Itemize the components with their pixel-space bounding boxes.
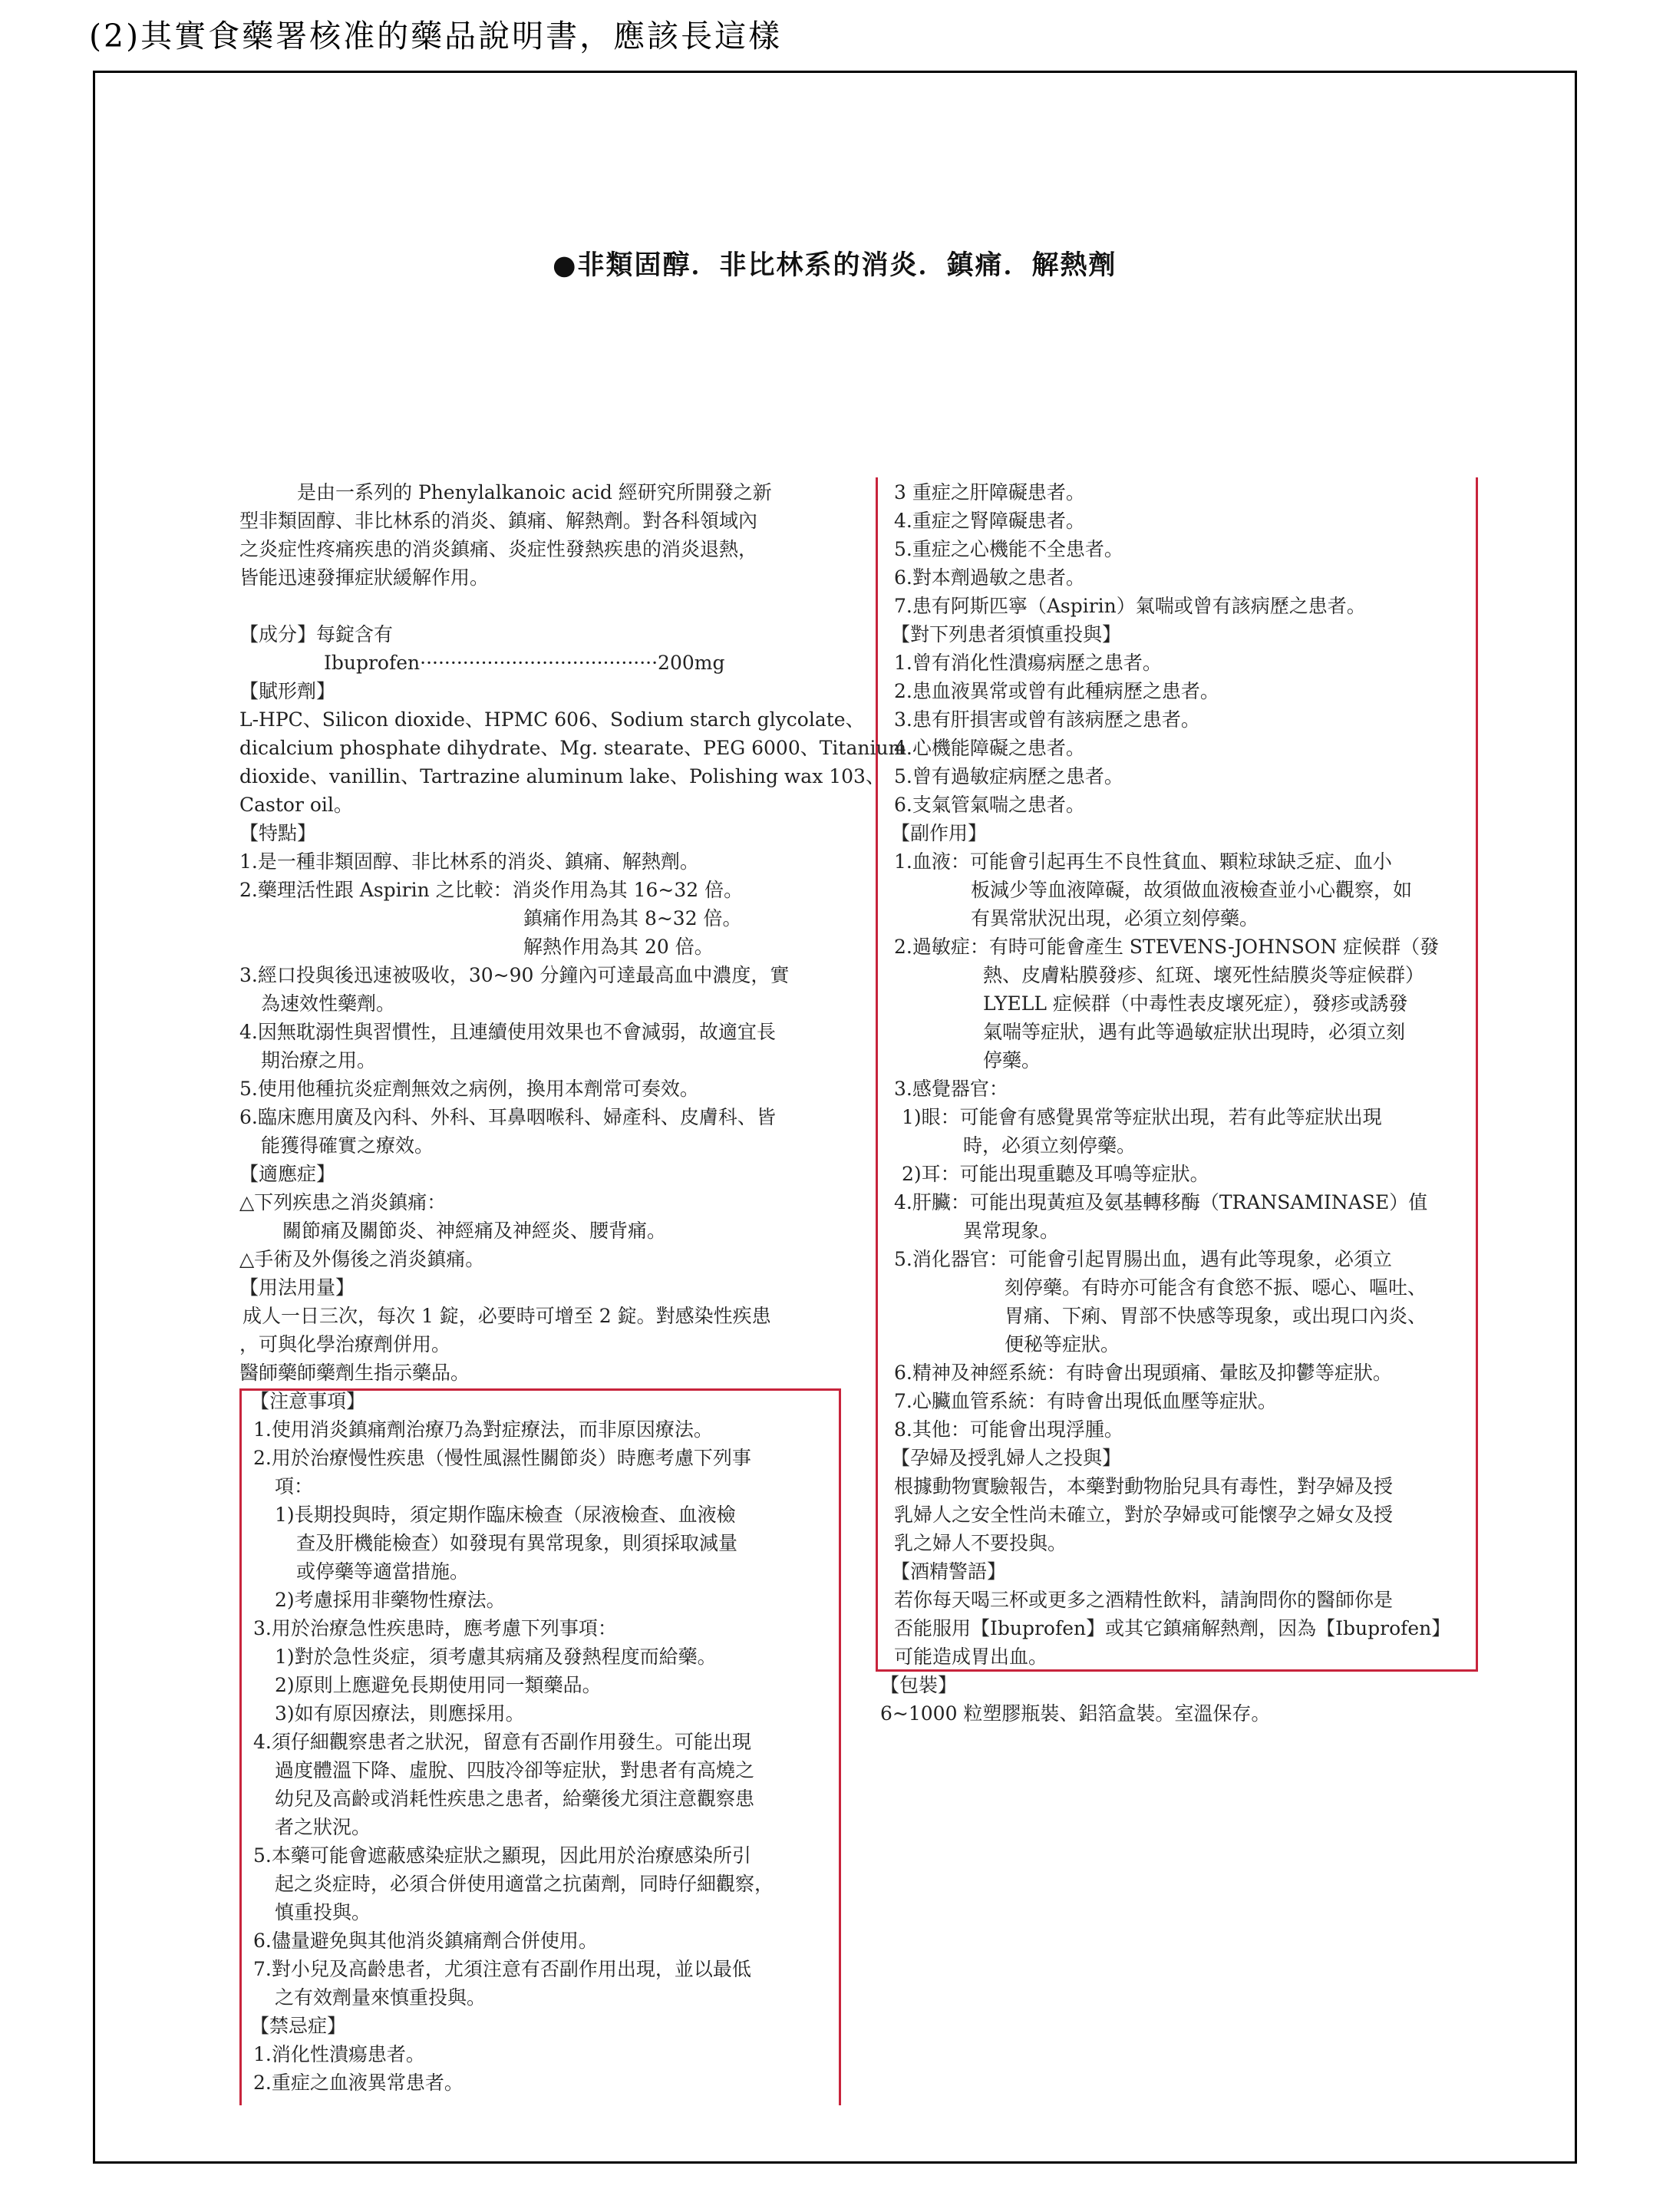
text-line: 3)如有原因療法，則應採用。 xyxy=(275,1702,525,1725)
text-line: 3 重症之肝障礙患者。 xyxy=(894,481,1085,503)
text-line: 4.須仔細觀察患者之狀況，留意有否副作用發生。可能出現 xyxy=(253,1731,751,1753)
text-line: 5.本藥可能會遮蔽感染症狀之顯現，因此用於治療感染所引 xyxy=(253,1844,751,1867)
text-line: dicalcium phosphate dihydrate、Mg. stearate、PEG 6000、Titanium xyxy=(239,737,907,759)
text-line: 乳之婦人不要投與。 xyxy=(894,1532,1067,1554)
text-line: 之有效劑量來慎重投與。 xyxy=(275,1986,487,2009)
text-line: Ibuprofen·······································200mg xyxy=(324,652,725,674)
text-line: 【酒精警語】 xyxy=(891,1560,1007,1583)
text-line: 【注意事項】 xyxy=(250,1390,366,1412)
text-line: 2)考慮採用非藥物性療法。 xyxy=(275,1589,506,1611)
text-line: 6.對本劑過敏之患者。 xyxy=(894,566,1085,589)
text-line: 慎重投與。 xyxy=(275,1901,371,1923)
text-line: 1.使用消炎鎮痛劑治療乃為對症療法，而非原因療法。 xyxy=(253,1418,713,1441)
text-line: 1.曾有消化性潰瘍病歷之患者。 xyxy=(894,652,1162,674)
text-line: 1.消化性潰瘍患者。 xyxy=(253,2043,425,2065)
text-line: 【對下列患者須慎重投與】 xyxy=(891,623,1122,645)
text-line: 5.使用他種抗炎症劑無效之病例，換用本劑常可奏效。 xyxy=(239,1078,699,1100)
document-title: ●非類固醇．非比林系的消炎．鎮痛．解熱劑 xyxy=(553,250,1117,281)
text-line: 板減少等血液障礙，故須做血液檢查並小心觀察，如 xyxy=(971,879,1413,901)
text-line: 3.經口投與後迅速被吸收，30~90 分鐘內可達最高血中濃度，實 xyxy=(239,964,790,986)
text-line: 【適應症】 xyxy=(239,1163,336,1185)
paragraph-gap xyxy=(239,592,846,620)
text-line: 2.過敏症：有時可能會產生 STEVENS-JOHNSON 症候群（發 xyxy=(894,936,1440,958)
text-line: 4.肝臟：可能出現黃疸及氨基轉移酶（TRANSAMINASE）值 xyxy=(894,1191,1428,1213)
text-line: 2.患血液異常或曾有此種病歷之患者。 xyxy=(894,680,1219,702)
text-line: 根據動物實驗報告，本藥對動物胎兒具有毒性，對孕婦及授 xyxy=(894,1475,1394,1497)
text-line: 若你每天喝三杯或更多之酒精性飲料，請詢問你的醫師你是 xyxy=(894,1589,1394,1611)
text-line: 2)原則上應避免長期使用同一類藥品。 xyxy=(275,1674,602,1696)
text-line: 查及肝機能檢查）如發現有異常現象，則須採取減量 xyxy=(296,1532,738,1554)
text-line: 【特點】 xyxy=(239,822,317,844)
text-line: △手術及外傷後之消炎鎮痛。 xyxy=(239,1248,485,1270)
text-line: 解熱作用為其 20 倍。 xyxy=(523,936,714,958)
text-line: △下列疾患之消炎鎮痛： xyxy=(239,1191,447,1213)
text-line: dioxide、vanillin、Tartrazine aluminum lake、Polishing wax 103、 xyxy=(239,765,885,787)
text-line: 型非類固醇、非比林系的消炎、鎮痛、解熱劑。對各科領域內 xyxy=(239,510,758,532)
text-line: 時，必須立刻停藥。 xyxy=(963,1134,1137,1157)
text-line: 3.感覺器官： xyxy=(894,1078,1008,1100)
text-line: 3.患有肝損害或曾有該病歷之患者。 xyxy=(894,708,1200,731)
text-line: 4.重症之腎障礙患者。 xyxy=(894,510,1085,532)
text-line: 皆能迅速發揮症狀緩解作用。 xyxy=(239,566,490,589)
text-line: 【成分】每錠含有 xyxy=(239,623,394,645)
text-line: 3.用於治療急性疾患時，應考慮下列事項： xyxy=(253,1617,617,1639)
text-line: 過度體溫下降、虛脫、四肢冷卻等症狀，對患者有高燒之 xyxy=(275,1759,755,1781)
text-line: 1.是一種非類固醇、非比林系的消炎、鎮痛、解熱劑。 xyxy=(239,850,699,873)
text-line: 為速效性藥劑。 xyxy=(261,992,396,1015)
text-line: 停藥。 xyxy=(983,1049,1041,1071)
text-line: 幼兒及高齡或消耗性疾患之患者，給藥後尤須注意觀察患 xyxy=(275,1788,755,1810)
text-line: 【禁忌症】 xyxy=(250,2015,347,2037)
text-line: 4.心機能障礙之患者。 xyxy=(894,737,1085,759)
text-line: 【包裝】 xyxy=(880,1674,958,1696)
text-line: 鎮痛作用為其 8~32 倍。 xyxy=(523,907,742,929)
text-line: 乳婦人之安全性尚未確立，對於孕婦或可能懷孕之婦女及授 xyxy=(894,1504,1394,1526)
text-line: 醫師藥師藥劑生指示藥品。 xyxy=(239,1362,470,1384)
text-line: LYELL 症候群（中毒性表皮壞死症），發疹或誘發 xyxy=(983,992,1408,1015)
text-line: 之炎症性疼痛疾患的消炎鎮痛、炎症性發熱疾患的消炎退熱， xyxy=(239,538,758,560)
text-line: L-HPC、Silicon dioxide、HPMC 606、Sodium starch glycolate、 xyxy=(239,708,865,731)
text-line: 7.心臟血管系統：有時會出現低血壓等症狀。 xyxy=(894,1390,1277,1412)
text-line: 可能造成胃出血。 xyxy=(894,1646,1048,1668)
text-line: 5.消化器官：可能會引起胃腸出血，遇有此等現象，必須立 xyxy=(894,1248,1392,1270)
text-line: 7.患有阿斯匹寧（Aspirin）氣喘或曾有該病歷之患者。 xyxy=(894,595,1366,617)
text-line: 6.儘量避免與其他消炎鎮痛劑合併使用。 xyxy=(253,1930,598,1952)
text-line: 者之狀況。 xyxy=(275,1816,371,1838)
text-line: 成人一日三次，每次 1 錠，必要時可增至 2 錠。對感染性疾患 xyxy=(242,1305,771,1327)
text-line: 1.血液：可能會引起再生不良性貧血、顆粒球缺乏症、血小 xyxy=(894,850,1392,873)
text-line: 1)長期投與時，須定期作臨床檢查（尿液檢查、血液檢 xyxy=(275,1504,736,1526)
text-line: 【副作用】 xyxy=(891,822,988,844)
text-line: 刻停藥。有時亦可能含有食慾不振、噁心、嘔吐、 xyxy=(1005,1276,1427,1299)
text-line: 1)對於急性炎症，須考慮其病痛及發熱程度而給藥。 xyxy=(275,1646,717,1668)
text-line: 是由一系列的 Phenylalkanoic acid 經研究所開發之新 xyxy=(239,481,772,503)
right-column-text xyxy=(880,478,1494,1728)
text-line: 氣喘等症狀，遇有此等過敏症狀出現時，必須立刻 xyxy=(983,1021,1406,1043)
text-line: ，可與化學治療劑併用。 xyxy=(239,1333,451,1355)
left-column-text xyxy=(239,478,907,2097)
text-line: 能獲得確實之療效。 xyxy=(261,1134,434,1157)
text-line: 2.用於治療慢性疾患（慢性風濕性關節炎）時應考慮下列事 xyxy=(253,1447,751,1469)
text-line: 2.重症之血液異常患者。 xyxy=(253,2072,464,2094)
text-line: 異常現象。 xyxy=(963,1220,1060,1242)
text-line: 7.對小兒及高齡患者，尤須注意有否副作用出現，並以最低 xyxy=(253,1958,751,1980)
text-line: 便秘等症狀。 xyxy=(1005,1333,1120,1355)
text-line: 或停藥等適當措施。 xyxy=(296,1560,470,1583)
text-line: 6.支氣管氣喘之患者。 xyxy=(894,794,1085,816)
text-line: 2.藥理活性跟 Aspirin 之比較：消炎作用為其 16~32 倍。 xyxy=(239,879,744,901)
text-line: 6.精神及神經系統：有時會出現頭痛、暈眩及抑鬱等症狀。 xyxy=(894,1362,1392,1384)
text-line: 【用法用量】 xyxy=(239,1276,355,1299)
text-line: 6.臨床應用廣及內科、外科、耳鼻咽喉科、婦產科、皮膚科、皆 xyxy=(239,1106,776,1128)
text-line: 2)耳：可能出現重聽及耳鳴等症狀。 xyxy=(902,1163,1209,1185)
text-line: 【孕婦及授乳婦人之投與】 xyxy=(891,1447,1122,1469)
text-line: 有異常狀況出現，必須立刻停藥。 xyxy=(971,907,1259,929)
text-line: 期治療之用。 xyxy=(261,1049,377,1071)
text-line: 4.因無耽溺性與習慣性，且連續使用效果也不會減弱，故適宜長 xyxy=(239,1021,776,1043)
text-line: 8.其他：可能會出現浮腫。 xyxy=(894,1418,1123,1441)
text-line: Castor oil。 xyxy=(239,794,353,816)
text-line: 5.重症之心機能不全患者。 xyxy=(894,538,1123,560)
text-line: 胃痛、下痢、胃部不快感等現象，或出現口內炎、 xyxy=(1005,1305,1427,1327)
page-heading: (2)其實食藥署核准的藥品說明書，應該長這樣 xyxy=(89,18,783,54)
text-line: 【賦形劑】 xyxy=(239,680,336,702)
text-line: 關節痛及關節炎、神經痛及神經炎、腰背痛。 xyxy=(282,1220,667,1242)
text-line: 起之炎症時，必須合併使用適當之抗菌劑，同時仔細觀察， xyxy=(275,1873,774,1895)
text-line: 1)眼：可能會有感覺異常等症狀出現，若有此等症狀出現 xyxy=(902,1106,1382,1128)
text-line: 項： xyxy=(275,1475,314,1497)
text-line: 否能服用【Ibuprofen】或其它鎮痛解熱劑，因為【Ibuprofen】 xyxy=(894,1617,1451,1639)
text-line: 熱、皮膚粘膜發疹、紅斑、壞死性結膜炎等症候群） xyxy=(983,964,1425,986)
text-line: 5.曾有過敏症病歷之患者。 xyxy=(894,765,1123,787)
text-line: 6~1000 粒塑膠瓶裝、鋁箔盒裝。室溫保存。 xyxy=(880,1702,1271,1725)
